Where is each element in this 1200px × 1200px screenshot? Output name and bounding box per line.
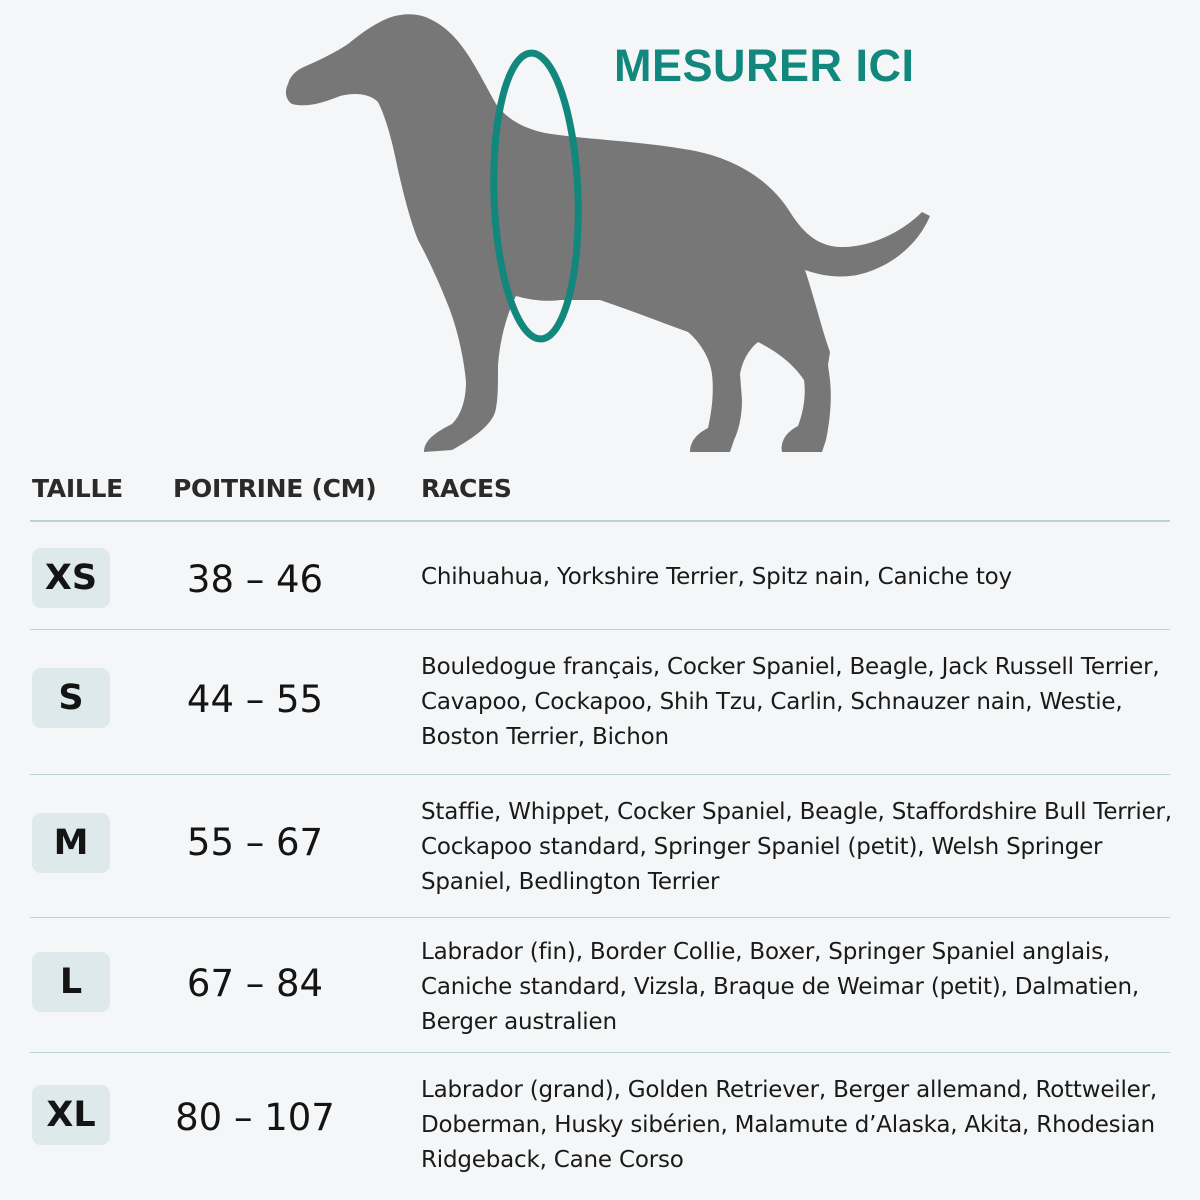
header-breeds: RACES	[421, 474, 512, 503]
size-badge: XL	[32, 1085, 110, 1145]
chest-range: 80 – 107	[175, 1096, 335, 1139]
size-badge: XS	[32, 548, 110, 608]
size-badge: L	[32, 952, 110, 1012]
breed-list: Bouledogue français, Cocker Spaniel, Beagle, Jack Russell Terrier, Cavapoo, Cockapoo, Shih Tzu, Carlin, Schnauzer nain, Westie, Boston Terrier, Bichon	[421, 654, 1160, 750]
hero-illustration	[0, 0, 1200, 460]
table-row-xl	[30, 1053, 1170, 1193]
header-chest: POITRINE (CM)	[173, 474, 377, 503]
chest-range: 55 – 67	[186, 821, 324, 864]
chest-range: 44 – 55	[186, 678, 324, 721]
table-header	[30, 470, 1170, 522]
header-size: TAILLE	[32, 474, 123, 503]
size-table	[30, 470, 1170, 1193]
measure-here-label: MESURER ICI	[614, 40, 915, 91]
chest-range: 67 – 84	[186, 962, 324, 1005]
table-row-m	[30, 775, 1170, 918]
dog-illustration	[0, 0, 1200, 460]
breed-list: Staffie, Whippet, Cocker Spaniel, Beagle, Staffordshire Bull Terrier, Cockapoo standard, Springer Spaniel (petit), Welsh Springer Spaniel, Bedlington Terrier	[421, 799, 1172, 895]
table-row-s	[30, 630, 1170, 775]
table-row-xs	[30, 522, 1170, 630]
breed-list: Labrador (grand), Golden Retriever, Berger allemand, Rottweiler, Doberman, Husky sibérien, Malamute d’Alaska, Akita, Rhodesian Ridgeback, Cane Corso	[421, 1077, 1158, 1173]
size-badge: M	[32, 813, 110, 873]
breed-list: Chihuahua, Yorkshire Terrier, Spitz nain, Caniche toy	[421, 564, 1012, 590]
table-row-l	[30, 918, 1170, 1053]
size-badge: S	[32, 668, 110, 728]
chest-range: 38 – 46	[186, 558, 324, 601]
breed-list: Labrador (fin), Border Collie, Boxer, Springer Spaniel anglais, Caniche standard, Vizsla, Braque de Weimar (petit), Dalmatien, Berger australien	[421, 939, 1139, 1035]
